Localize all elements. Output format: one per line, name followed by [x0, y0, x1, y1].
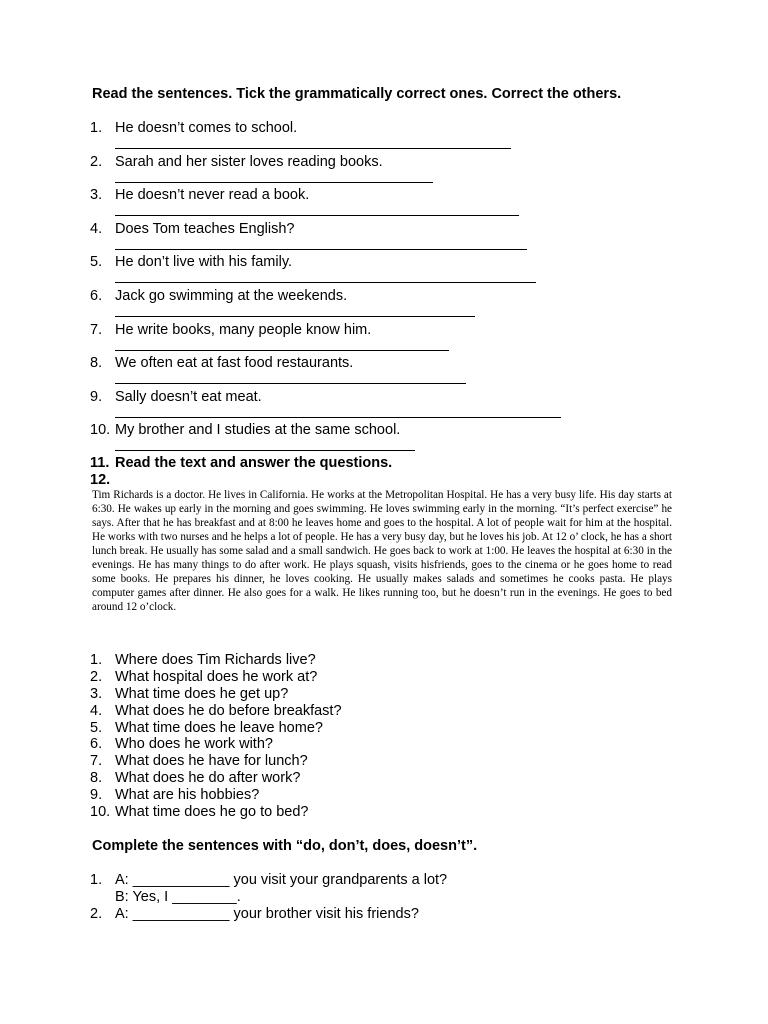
item-number: 7. [90, 321, 103, 338]
item-number: 7. [90, 753, 103, 770]
exercise1-instruction: Read the sentences. Tick the grammatically correct ones. Correct the others. [92, 86, 622, 102]
answer-line[interactable] [115, 249, 527, 250]
answer-line[interactable] [115, 182, 433, 183]
item-sentence: He doesn’t never read a book. [115, 187, 310, 204]
item-number: 4. [90, 702, 103, 719]
list-item [90, 288, 690, 322]
list-item [90, 322, 690, 356]
item-sentence: He write books, many people know him. [115, 321, 372, 338]
item-sentence: Does Tom teaches English? [115, 220, 295, 237]
item-number: 1. [90, 652, 103, 668]
item-number: 5. [90, 719, 103, 736]
item-sentence: He don’t live with his family. [115, 254, 293, 271]
item-sentence: My brother and I studies at the same school. [115, 422, 401, 439]
answer-line[interactable] [115, 350, 449, 351]
item-sentence: We often eat at fast food restaurants. [115, 355, 354, 372]
exercise3-list [90, 872, 447, 923]
item-number: 11. [90, 455, 110, 471]
reading-passage: Tim Richards is a doctor. He lives in California. He works at the Metropolitan Hospital. He has a very busy life. His day starts at 6:30. He wakes up early in the morning and goes swimming. He loves swimming early in the morning. “It’s perfect exercise” he says. After that he has breakfast and at 8:00 he leaves home and goes to the hospital. A lot of people wait for him at the hospital. He works with two nurses and he helps a lot of people. He has a very busy day, but he loves his job. At 12 o’ clock, he has a short lunch break. He usually has some salad and a small sandwich. He goes back to work at 1:00. He leaves the hospital at 6:30 in the evenings. He has many things to do after work. He plays squash, visits hisfriends, goes to the cinema or he goes home to read some books. He prepares his dinner, he loves cooking. He usually makes salads and sometimes he cooks pasta. He plays computer games after dinner. He also goes for a walk. He likes running too, but he doesn’t run in the evenings. He goes to bed around 12 o’clock. [92, 489, 672, 613]
item-number: 10. [90, 804, 111, 821]
list-item [90, 703, 342, 720]
list-item [90, 720, 342, 737]
item-number: 2. [90, 668, 103, 685]
list-item [90, 804, 342, 821]
item-number: 5. [90, 254, 103, 271]
question-text: What are his hobbies? [115, 787, 260, 804]
item-number: 10. [90, 422, 111, 439]
exercise3-instruction: Complete the sentences with “do, don’t, does, doesn’t”. [92, 838, 478, 854]
question-text: What does he do before breakfast? [115, 702, 342, 719]
answer-line[interactable] [115, 383, 466, 384]
item-number: 6. [90, 736, 103, 753]
item-number: 9. [90, 787, 103, 804]
item-number: 3. [90, 187, 103, 204]
item-number: 12. [90, 472, 111, 488]
dialogue-line-a: A: ____________ you visit your grandparents a lot? [115, 872, 448, 888]
list-item [90, 154, 690, 188]
item-sentence: He doesn’t comes to school. [115, 120, 298, 136]
answer-line[interactable] [115, 215, 519, 216]
item-number: 1. [90, 872, 103, 888]
list-item [90, 906, 447, 923]
list-item [90, 872, 447, 889]
list-item [90, 669, 342, 686]
answer-line[interactable] [115, 282, 536, 283]
list-item [90, 422, 690, 456]
answer-line[interactable] [115, 450, 415, 451]
item-sentence: Sally doesn’t eat meat. [115, 388, 262, 405]
question-text: What time does he leave home? [115, 719, 323, 736]
list-item [90, 221, 690, 255]
list-item [90, 187, 690, 221]
question-list [90, 652, 342, 821]
answer-line[interactable] [115, 148, 511, 149]
item-number: 8. [90, 770, 103, 787]
list-item [90, 355, 690, 389]
question-text: What does he do after work? [115, 770, 301, 787]
list-item [90, 770, 342, 787]
item-number: 4. [90, 220, 103, 237]
item-sentence: Sarah and her sister loves reading books. [115, 153, 383, 170]
list-item [90, 254, 690, 288]
item-number: 2. [90, 906, 103, 922]
item-number: 9. [90, 388, 103, 405]
list-item [90, 120, 690, 154]
item-number: 2. [90, 153, 103, 170]
question-text: Who does he work with? [115, 736, 273, 753]
question-text: Where does Tim Richards live? [115, 652, 316, 668]
exercise2-extra-number [90, 472, 115, 488]
item-sentence: Jack go swimming at the weekends. [115, 287, 348, 304]
dialogue-line-a: A: ____________ your brother visit his friends? [115, 906, 419, 922]
list-item [90, 753, 342, 770]
item-number: 8. [90, 355, 103, 372]
item-number: 1. [90, 120, 103, 136]
exercise2-heading [90, 455, 392, 471]
list-item [90, 389, 690, 423]
list-item [90, 736, 342, 753]
dialogue-line-b: B: Yes, I ________. [115, 889, 241, 905]
question-text: What hospital does he work at? [115, 668, 318, 685]
question-text: What does he have for lunch? [115, 753, 308, 770]
list-item [90, 652, 342, 669]
list-item [90, 787, 342, 804]
answer-line[interactable] [115, 417, 561, 418]
list-item [90, 686, 342, 703]
exercise2-instruction: Read the text and answer the questions. [115, 455, 393, 471]
list-item-continuation [90, 889, 447, 906]
item-number: 3. [90, 685, 103, 702]
item-number: 6. [90, 287, 103, 304]
question-text: What time does he get up? [115, 685, 289, 702]
exercise1-list [90, 120, 690, 456]
answer-line[interactable] [115, 316, 475, 317]
question-text: What time does he go to bed? [115, 804, 309, 821]
